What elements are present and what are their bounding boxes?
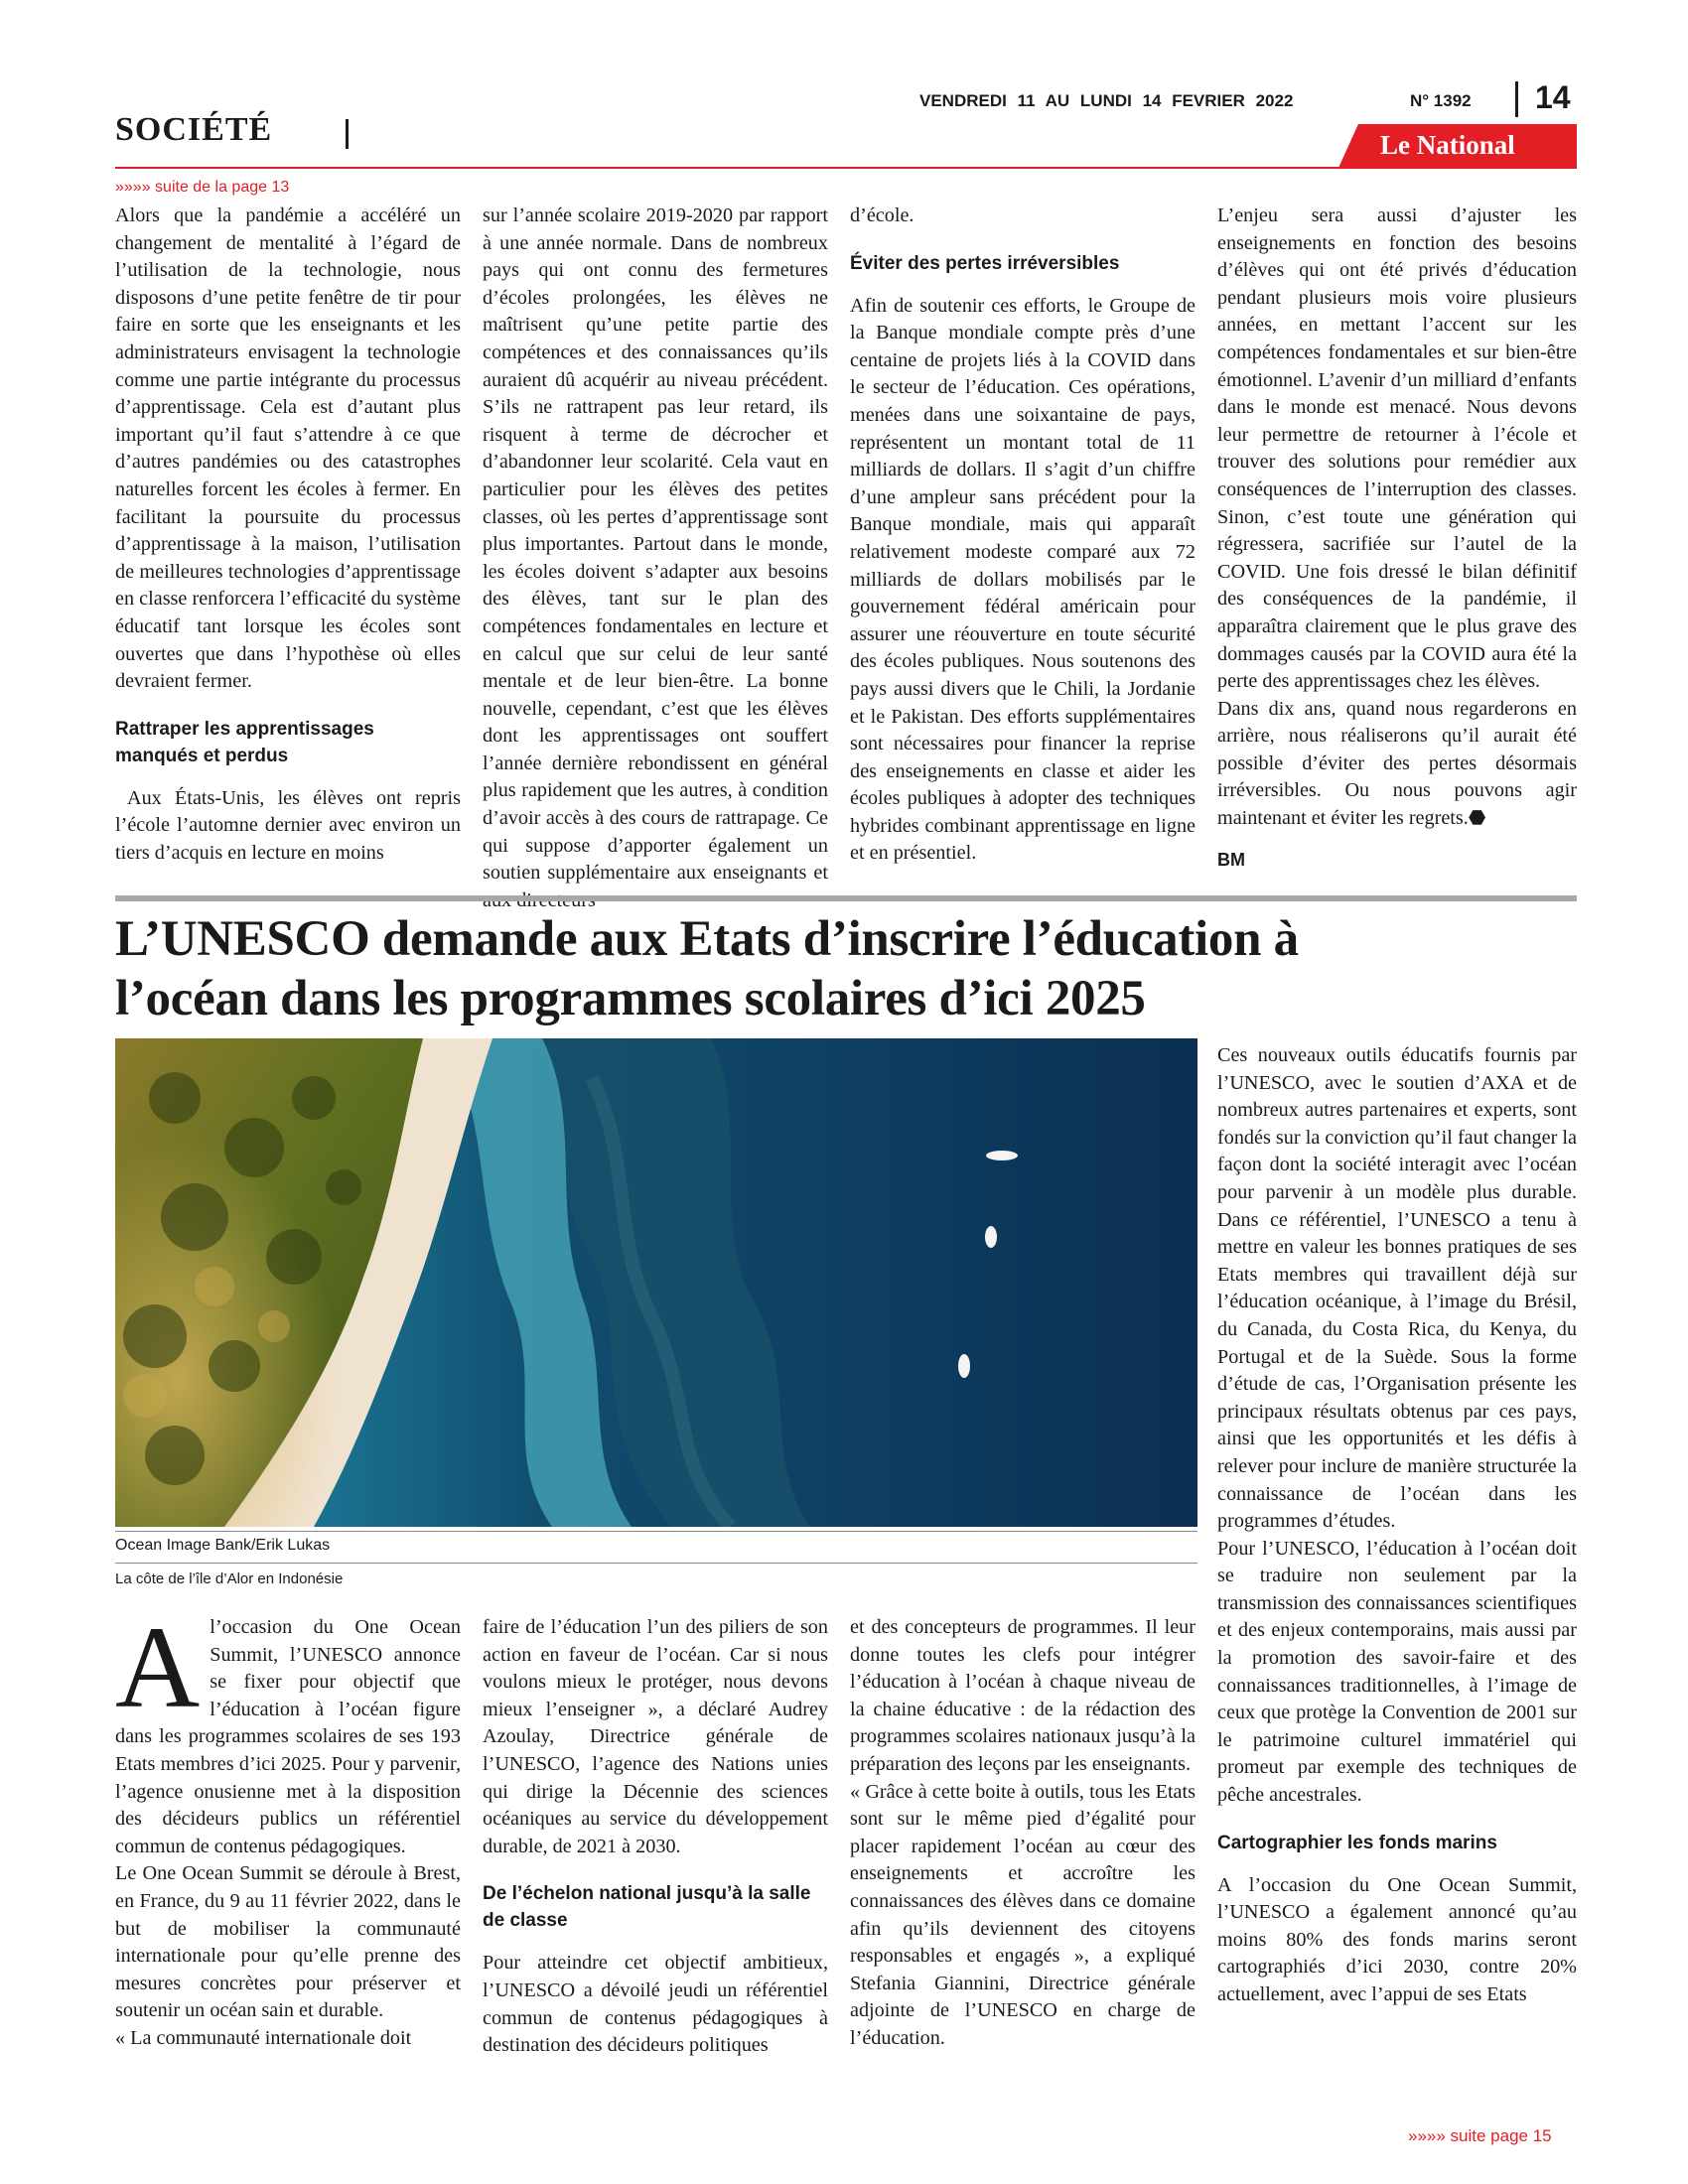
main-column-1 xyxy=(115,1602,461,2053)
article-separator xyxy=(115,895,1577,901)
body-text: Pour l’UNESCO, l’éducation à l’océan doit se traduire non seulement par la transmission des connaissances scientifiques et des enjeux contemporains, mais aussi par la promotion des savoir-faire et des connaissances traditionnelles, à l’image de ceux que protège la Convention de 2001 sur le patrimoine culturel immatériel qui promeut par exemple des techniques de pêche ancestrales. xyxy=(1217,1537,1577,1807)
continued-from[interactable]: »»»» suite de la page 13 xyxy=(115,179,290,196)
body-text: « La communauté internationale doit xyxy=(115,2026,412,2049)
body-text: L’enjeu sera aussi d’ajuster les enseignements en fonction des besoins d’élèves qui ont été privés d’éducation pendant plusieurs mois voire plusieurs années, en mettant l’accent sur les compétences fondamentales et sur bien-être émotionnel. L’avenir d’un milliard d’enfants dans le monde est menacé. Nous devons leur permettre de retourner à l’école et trouver des solutions pour remédier aux conséquences de l’interruption des classes. Sinon, c’est toute une génération qui régressera, sacrifiée sur l’autel de la COVID. Une fois dressé le bilan définitif des conséquences de la pandémie, il apparaîtra clairement que le plus grave des dommages causés par la COVID aura été la perte des apprentissages chez les élèves. xyxy=(1217,205,1577,693)
photo-rule xyxy=(115,1531,1197,1532)
drop-cap: A xyxy=(115,1602,201,1732)
author-signature: BM xyxy=(1217,849,1245,870)
body-text: Aux États-Unis, les élèves ont repris l’école l’automne dernier avec environ un tiers d’acquis en lecture en moins xyxy=(115,786,461,864)
brand-banner xyxy=(1338,124,1577,168)
brand-name: Le National xyxy=(1380,130,1515,160)
body-text: et des concepteurs de programmes. Il leur donne toutes les clefs pour intégrer l’éducation à l’océan à chaque niveau de la chaine éducative : de la rédaction des programmes scolaires nationaux jusqu’à la préparation des leçons par les enseignants. xyxy=(850,1616,1196,1775)
body-text: Al’occasion du One Ocean Summit, l’UNESCO annonce se fixer pour objectif que l’éducation à l’océan figure dans les programmes scolaires de ses 193 Etats membres d’ici 2025. Pour y parvenir, l’agence onusienne met à la disposition des décideurs publics un référentiel commun de contenus pédagogiques. xyxy=(115,1602,461,1857)
subheading: Éviter des pertes irréversibles xyxy=(850,252,1120,274)
caption-rule xyxy=(115,1563,1197,1564)
subheading: De l’échelon national jusqu’à la salle de classe xyxy=(483,1883,811,1932)
section-title: SOCIÉTÉ xyxy=(115,111,273,148)
subheading: Cartographier les fonds marins xyxy=(1217,1832,1497,1853)
main-column-2 xyxy=(483,1614,828,2060)
top-column-1 xyxy=(115,203,461,867)
top-column-3 xyxy=(850,203,1196,868)
subheading: Rattraper les apprentissages manqués et perdus xyxy=(115,718,374,766)
main-column-3 xyxy=(850,1614,1196,2053)
body-text: faire de l’éducation l’un des piliers de son action en faveur de l’océan. Car si nous voulons mieux le protéger, nous devons mieux l’enseigner », a déclaré Audrey Azoulay, Directrice générale de l’UNESCO, l’agence des Nations unies qui dirige la Décennie des sciences océaniques au service du développement durable, de 2021 à 2030. xyxy=(483,1616,828,1857)
continued-to[interactable]: »»»» suite page 15 xyxy=(1408,2126,1552,2145)
top-column-4 xyxy=(1217,203,1577,874)
article-photo xyxy=(115,1038,1197,1527)
top-column-2 xyxy=(483,203,828,914)
header-divider xyxy=(1515,81,1518,117)
headline xyxy=(115,909,1585,1028)
body-text: Alors que la pandémie a accéléré un changement de mentalité à l’égard de l’utilisation de la technologie, nous disposons d’une petite fenêtre de tir pour faire en sorte que les enseignants et les administrateurs envisagent la technologie comme une partie intégrante du processus d’apprentissage. Cela est d’autant plus important qu’il faut s’attendre à ce que d’autres pandémies ou des catastrophes naturelles forcent les écoles à fermer. En facilitant la poursuite du processus d’apprentissage à la maison, l’utilisation de meilleures technologies d’apprentissage en classe renforcera l’efficacité du système éducatif tant lorsque les écoles sont ouvertes que dans l’hypothèse où elles devraient fermer. xyxy=(115,205,461,693)
body-text: « Grâce à cette boite à outils, tous les Etats sont sur le même pied d’égalité pour placer rapidement l’océan au cœur des enseignements et accroître les connaissances des élèves dans ce domaine afin qu’ils deviennent des citoyens responsables et engagés », a expliqué Stefania Giannini, Directrice générale adjointe de l’UNESCO en charge de l’éducation. xyxy=(850,1780,1196,2049)
header-rule xyxy=(115,167,1577,169)
body-text: A l’occasion du One Ocean Summit, l’UNESCO a également annoncé qu’au moins 80% des fonds marins seront cartographiés d’ici 2030, contre 20% actuellement, avec l’appui de ses Etats xyxy=(1217,1873,1577,2005)
photo-caption: La côte de l’île d’Alor en Indonésie xyxy=(115,1570,344,1587)
issue-date: VENDREDI 11 AU LUNDI 14 FEVRIER 2022 xyxy=(919,91,1294,110)
body-text: Le One Ocean Summit se déroule à Brest, en France, du 9 au 11 février 2022, dans le but de mobiliser la communauté internationale pour qu’elle prenne des mesures concrètes pour préserver et soutenir un océan sain et durable. xyxy=(115,1862,461,2022)
headline-line-2: l’océan dans les programmes scolaires d’ici 2025 xyxy=(115,971,1146,1026)
page-number: 14 xyxy=(1535,79,1571,115)
headline-line-1: L’UNESCO demande aux Etats d’inscrire l’éducation à xyxy=(115,911,1299,967)
body-text: Ces nouveaux outils éducatifs fournis par l’UNESCO, avec le soutien d’AXA et de nombreux autres partenaires et experts, sont fondés sur la conviction qu’il faut changer la façon dont la société interagit avec l’océan pour parvenir à un modèle plus durable. Dans ce référentiel, l’UNESCO a tenu à mettre en valeur les bonnes pratiques de ses Etats membres qui travaillent déjà sur l’éducation océanique, à l’image du Brésil, du Canada, du Costa Rica, du Kenya, du Portugal et de la Suède. Sous la forme d’étude de cas, l’Organisation présente les principaux résultats obtenus par ces pays, ainsi que les opportunités et les défis à relever pour inclure de manière structurée la connaissance de l’océan dans les programmes d’études. xyxy=(1217,1044,1577,1533)
section-divider xyxy=(346,119,349,149)
issue-number: N° 1392 xyxy=(1410,91,1472,110)
body-text: Pour atteindre cet objectif ambitieux, l’UNESCO a dévoilé jeudi un référentiel commun de contenus pédagogiques à destination des décideurs politiques xyxy=(483,1952,828,2057)
body-text: Dans dix ans, quand nous regarderons en arrière, nous réaliserons qu’il aurait été possible d’éviter des pertes désormais irréversibles. Ou nous pouvons agir maintenant et éviter les regrets.⬣ xyxy=(1217,697,1577,830)
end-mark-icon: ⬣ xyxy=(1468,807,1486,830)
body-text: sur l’année scolaire 2019-2020 par rapport à une année normale. Dans de nombreux pays qui ont connu des fermetures d’écoles prolongées, les élèves ne maîtrisent qu’une petite partie des compétences et des connaissances qu’ils auraient dû acquérir au niveau précédent. S’ils ne rattrapent pas leur retard, ils risquent à terme de décrocher et d’abandonner leur scolarité. Cela vaut en particulier pour les élèves des petites classes, où les pertes d’apprentissage sont plus importantes. Partout dans le monde, les écoles doivent s’adapter aux besoins des élèves, tant sur le plan des compétences fondamentales en lecture et en calcul que sur celui de leur santé mentale et de leur bien-être. La bonne nouvelle, cependant, c’est que les élèves dont les apprentissages ont souffert l’année dernière rebondissent en général plus rapidement que les autres, à condition d’avoir accès à des cours de rattrapage. Ce qui suppose d’apporter également un soutien supplémentaire aux enseignants et xyxy=(483,205,828,885)
body-text: Afin de soutenir ces efforts, le Groupe de la Banque mondiale compte près d’une centaine de projets liés à la COVID dans le secteur de l’éducation. Ces opérations, menées dans une soixantaine de pays, représentent un montant total de 11 milliards de dollars. Il s’agit d’un chiffre d’une ampleur sans précédent pour la Banque mondiale, mais qui apparaît relativement modeste comparé aux 72 milliards de dollars mobilisés par le gouvernement fédéral américain pour assurer une réouverture en toute sécurité des écoles publiques. Nous soutenons des pays aussi divers que le Chili, la Jordanie et le Pakistan. Des efforts supplémentaires sont nécessaires pour financer la reprise des enseignements en classe et aider les écoles publiques à adopter des techniques hybrides combinant apprentissage en ligne et en présentiel. xyxy=(850,294,1196,865)
main-column-4 xyxy=(1217,1042,1577,2009)
photo-credit: Ocean Image Bank/Erik Lukas xyxy=(115,1537,331,1554)
body-text: d’école. xyxy=(850,205,914,226)
